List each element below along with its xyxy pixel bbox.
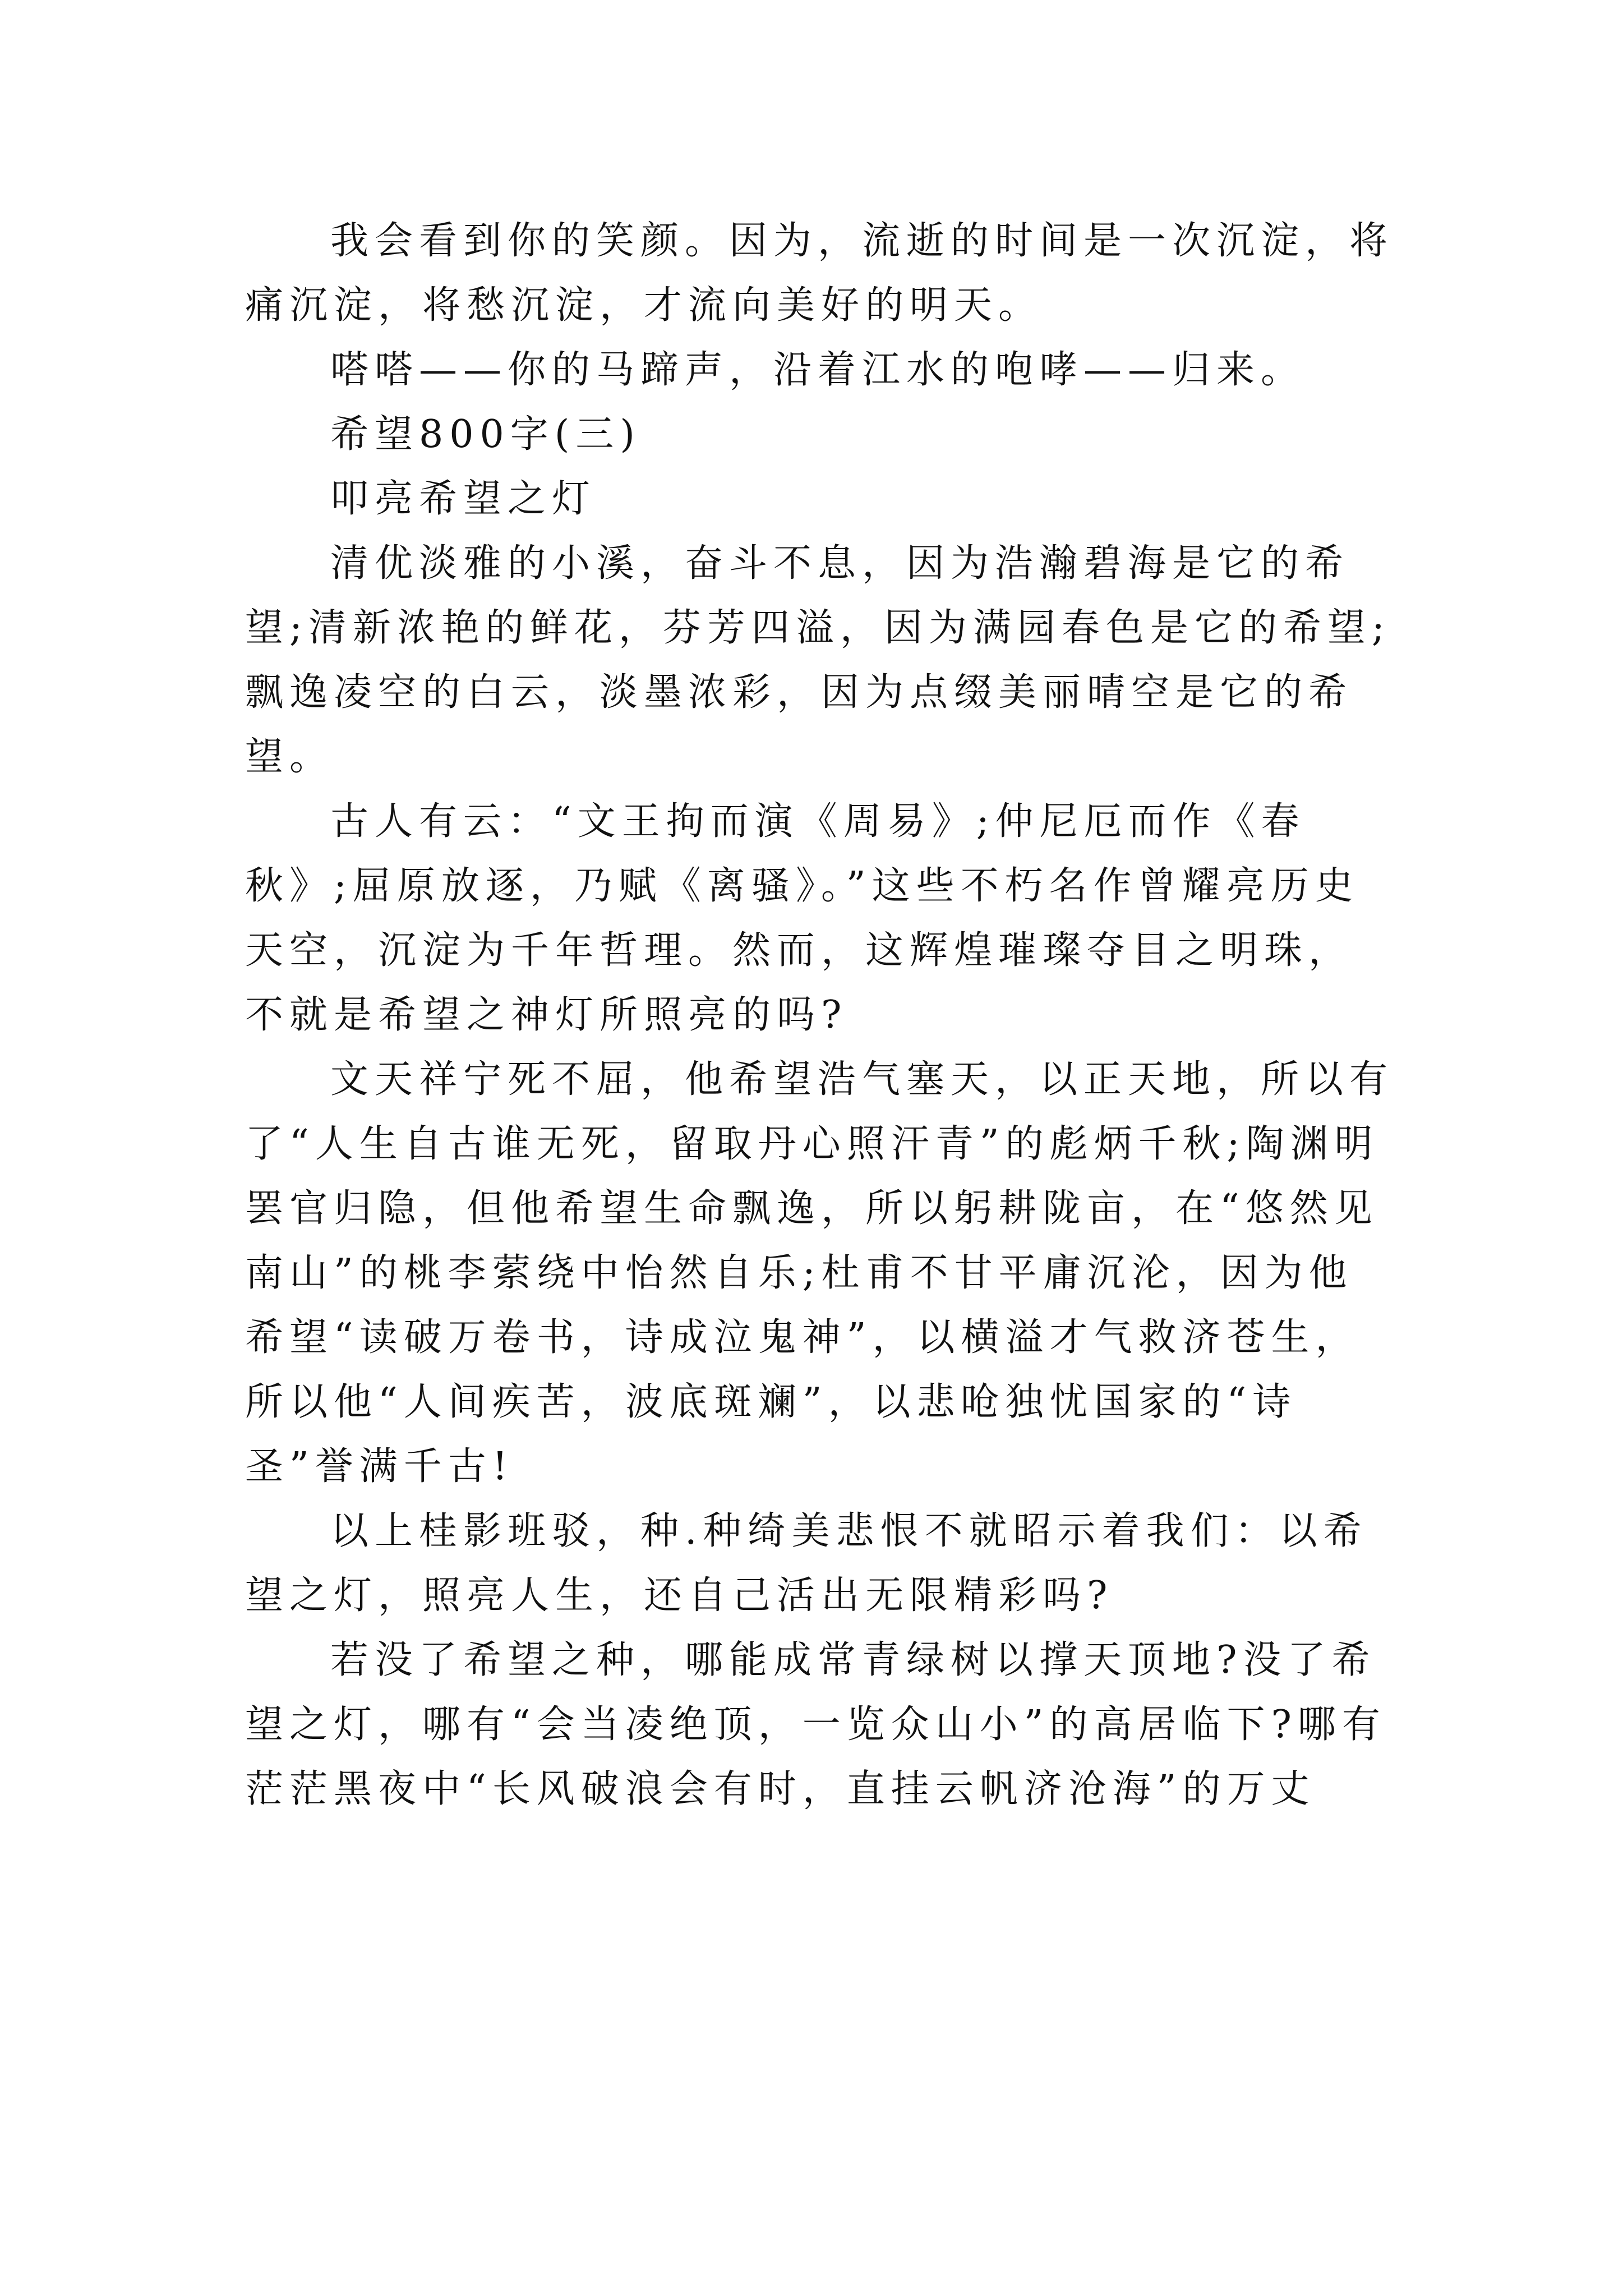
- section-heading: 希望800字(三): [330, 412, 641, 457]
- paragraph-1: 我会看到你的笑颜。因为，流逝的时间是一次沉淀，将痛沉淀，将愁沉淀，才流向美好的明天。: [245, 219, 1394, 328]
- paragraph-2: 嗒嗒——你的马蹄声，沿着江水的咆哮——归来。: [330, 348, 1306, 392]
- document-body: [245, 209, 1395, 1821]
- paragraph-3: 清优淡雅的小溪，奋斗不息，因为浩瀚碧海是它的希望;清新浓艳的鲜花，芬芳四溢，因为满园春色是它的希望;飘逸凌空的白云，淡墨浓彩，因为点缀美丽晴空是它的希望。: [245, 541, 1391, 779]
- paragraph-6: 以上桂影班驳，种.种绮美悲恨不就昭示着我们：以希望之灯，照亮人生，还自己活出无限精彩吗?: [245, 1509, 1368, 1618]
- paragraph-7: 若没了希望之种，哪能成常青绿树以撑天顶地?没了希望之灯，哪有“会当凌绝顶，一览众山小”的高居临下?哪有茫茫黑夜中“长风破浪会有时，直挂云帆济沧海”的万丈: [245, 1638, 1386, 1811]
- paragraph-4: 古人有云：“文王拘而演《周易》;仲尼厄而作《春秋》;屈原放逐，乃赋《离骚》。”这些不朽名作曾耀亮历史天空，沉淀为千年哲理。然而，这辉煌璀璨夺目之明珠，不就是希望之神灯所照亮的吗?: [245, 799, 1359, 1037]
- paragraph-5: 文天祥宁死不屈，他希望浩气塞天，以正天地，所以有了“人生自古谁无死，留取丹心照汗青”的彪炳千秋;陶渊明罢官归隐，但他希望生命飘逸，所以躬耕陇亩，在“悠然见南山”的桃李萦绕中怡然自乐;杜甫不甘平庸沉沦，因为他希望“读破万卷书，诗成泣鬼神”，以横溢才气救济苍生，所以他“人间疾苦，波底斑斓”，以悲呛独忧国家的“诗圣”誉满千古!: [245, 1057, 1394, 1489]
- essay-title: 叩亮希望之灯: [330, 477, 597, 521]
